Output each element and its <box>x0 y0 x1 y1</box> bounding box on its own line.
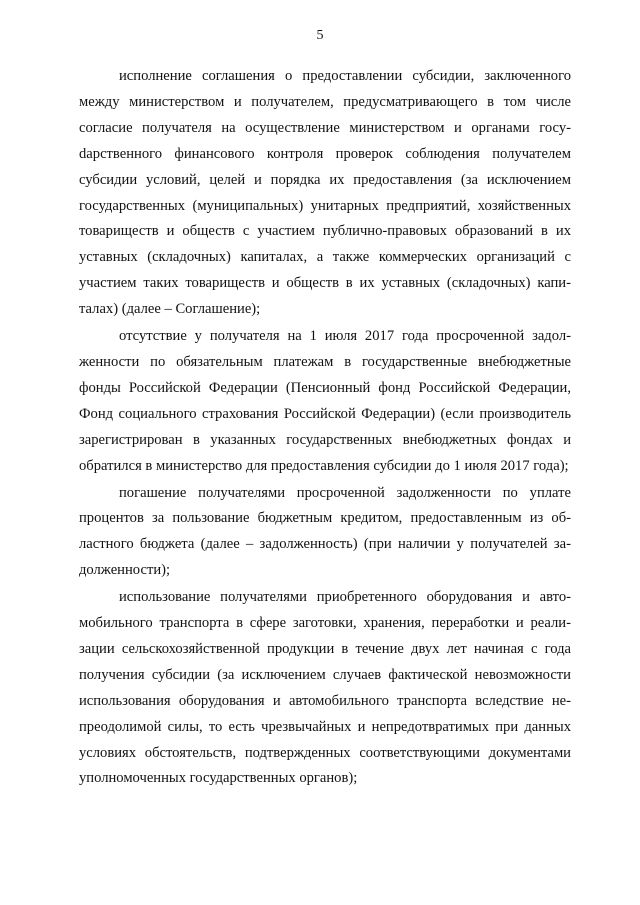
page-number: 5 <box>316 28 324 43</box>
document-body <box>79 64 571 792</box>
paragraph-no-overdue-debt: отсутствие у получателя на 1 июля 2017 года просроченной задолженности по обязательным платежам в государственные внебюджетные фонды Российской Федерации (Пенсионный фонд Российской Федерации, Фонд социального страхования Российской Федерации) (если производитель зарегистрирован в указанных государственных внебюджетных фондах и обратился в министерство для предоставления субсидии до 1 июля 2017 года); <box>79 328 571 474</box>
paragraph-agreement: исполнение соглашения о предоставлении субсидии, заключенного между министерством и получателем, предусматривающего в том числе согласие получателя на осуществление министерством и органами госуdарственного финансового контроля проверок соблюдения получателем субсидии условий, целей и порядка их предоставления (за исключением государственных (муниципальных) унитарных предприятий, хозяйственных товариществ и обществ с участием публично-правовых образований в их уставных (складочных) капиталах, а также коммерческих организаций с участием таких товариществ и обществ в их уставных (складочных) капиталах) (далее – Соглашение); <box>79 68 571 318</box>
paragraph-debt-repayment: погашение получателями просроченной задолженности по уплате процентов за пользование бюджетным кредитом, предоставленным из областного бюджета (далее – задолженность) (при наличии у получателей задолженности); <box>79 484 571 579</box>
paragraph-equipment-use: использование получателями приобретенного оборудования и автомобильного транспорта в сфере заготовки, хранения, переработки и реализации сельскохозяйственной продукции в течение двух лет начиная с года получения субсидии (за исключением случаев фактической невозможности использования оборудования и автомобильного транспорта вследствие непреодолимой силы, то есть чрезвычайных и непредотвратимых при данных условиях обстоятельств, подтвержденных соответствующими документами уполномоченных государственных органов); <box>79 589 571 787</box>
